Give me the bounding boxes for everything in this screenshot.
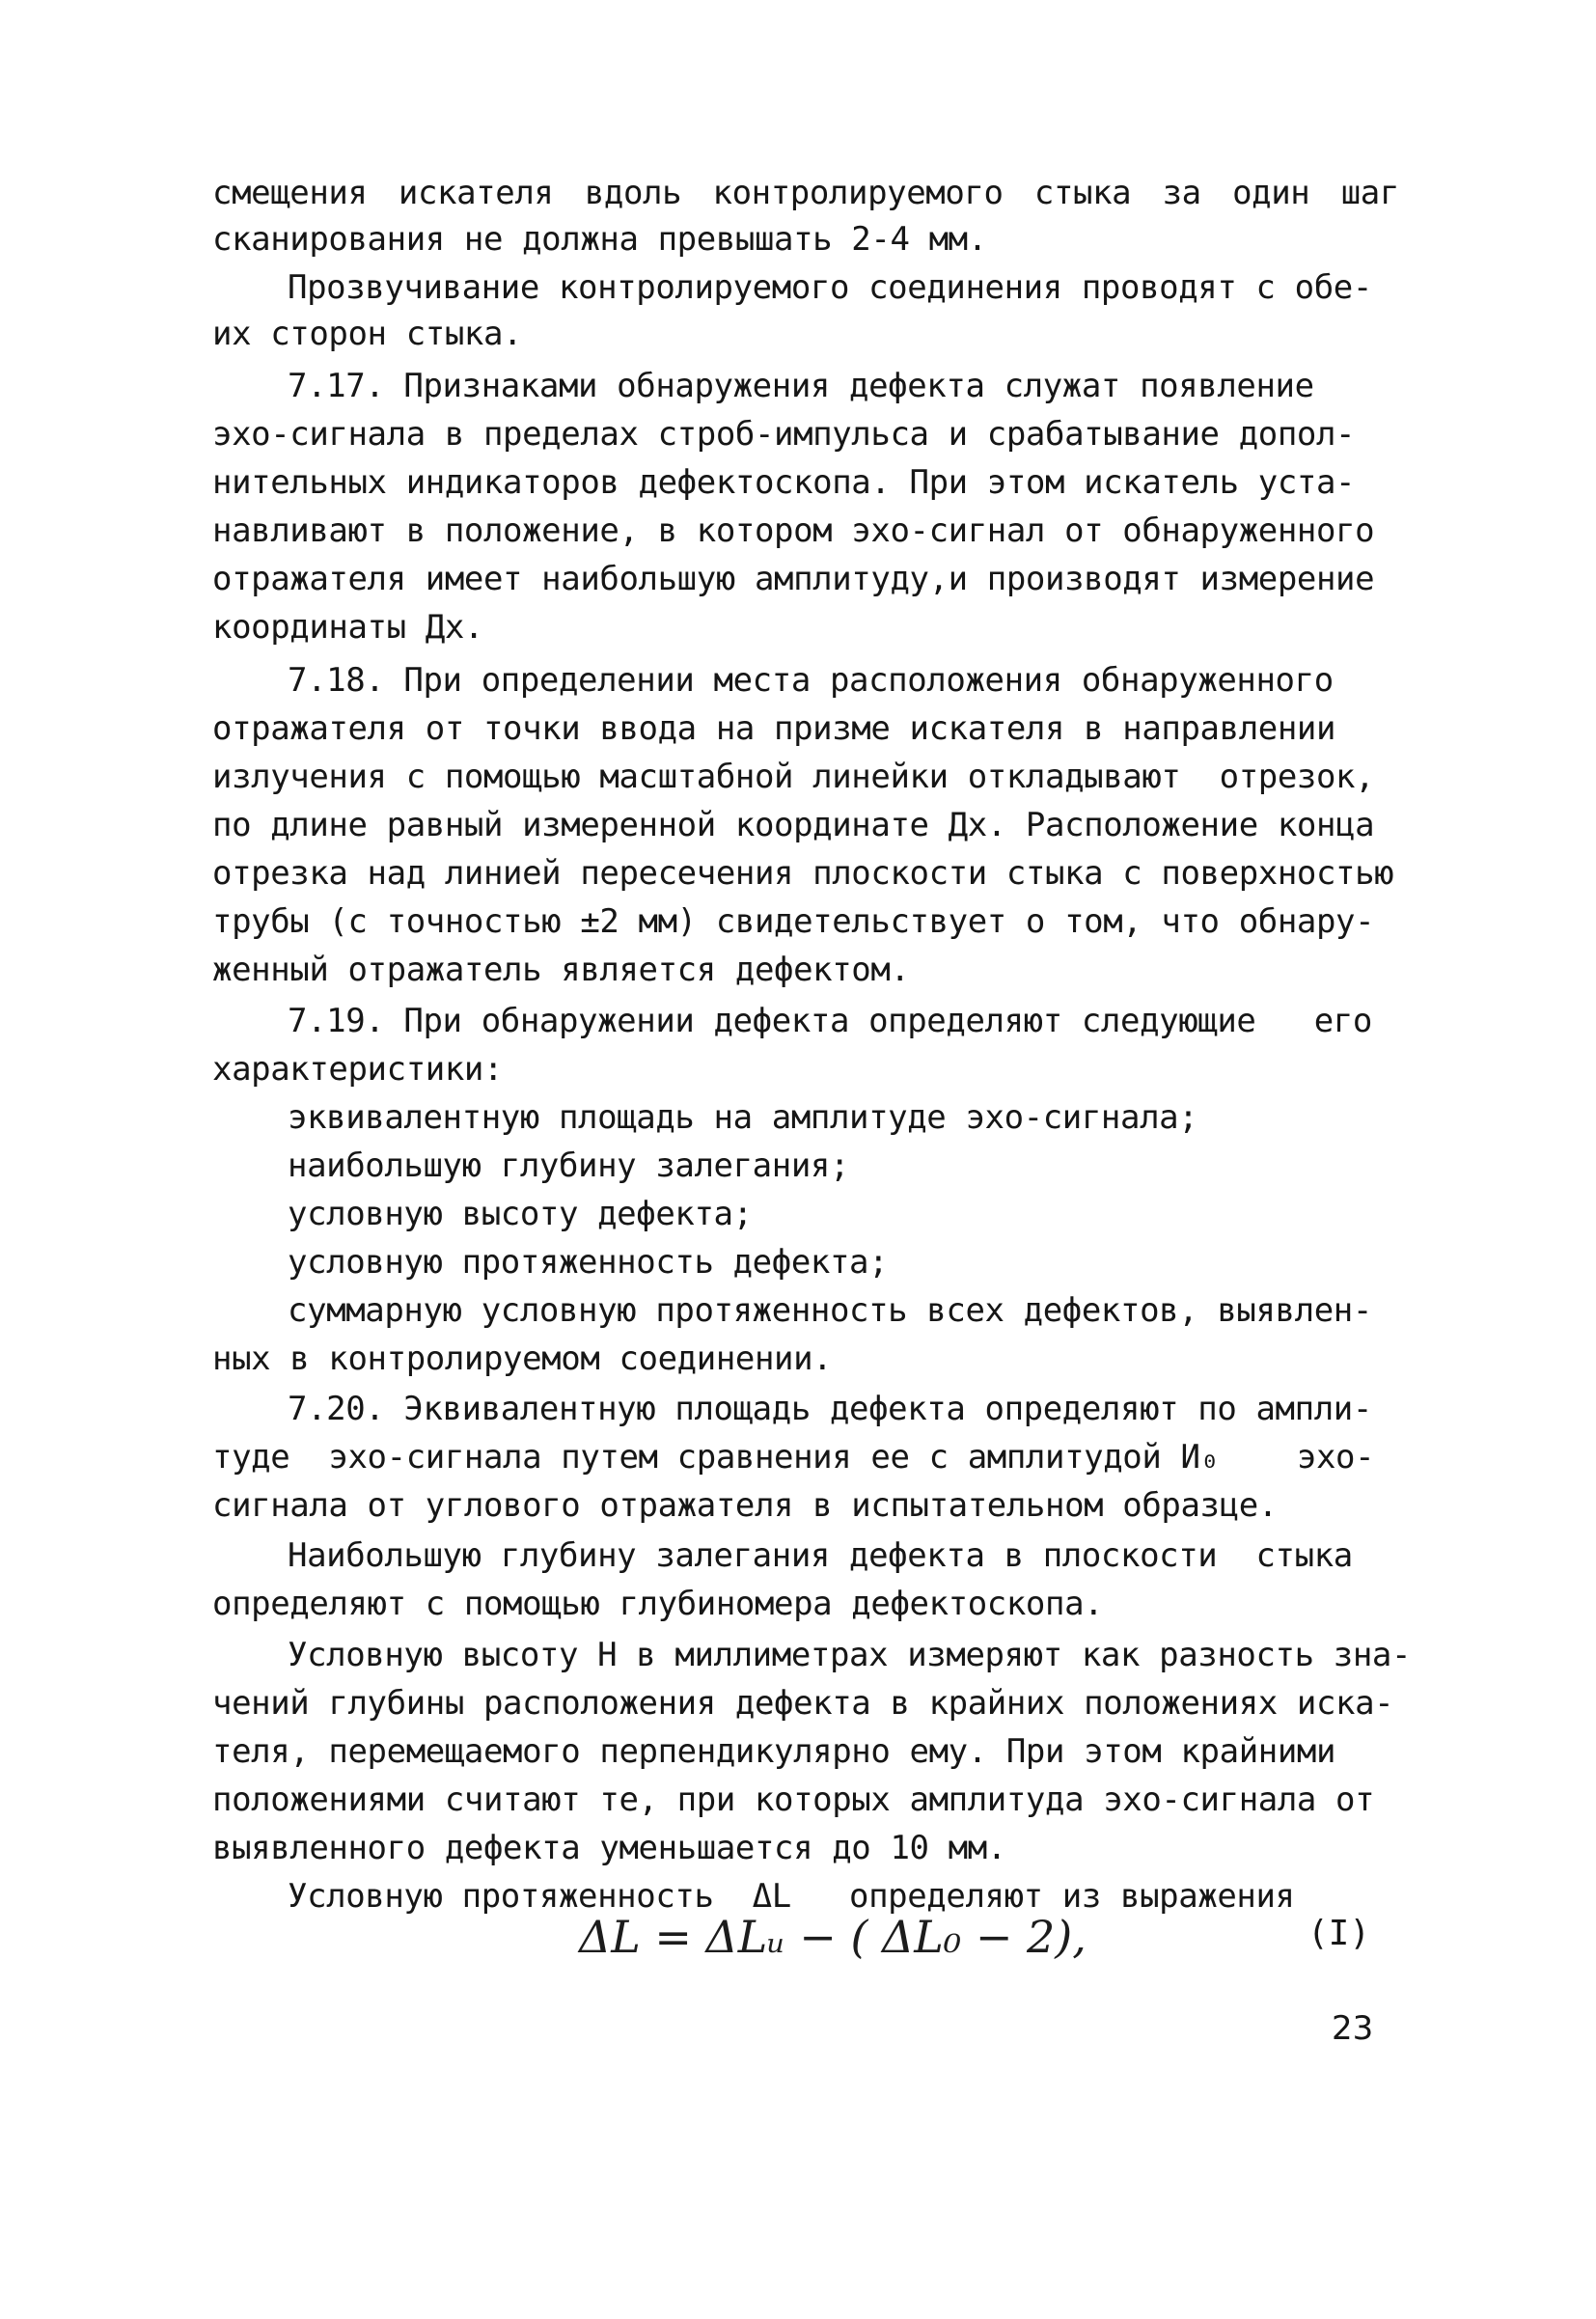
text-line: Прозвучивание контролируемого соединения проводят с обе-: [288, 268, 1372, 307]
text-line: сигнала от углового отражателя в испытательном образце.: [212, 1486, 1278, 1525]
text-line: отражателя имеет наибольшую амплитуду,и производят измерение: [212, 560, 1375, 598]
text-line: Условную высоту Н в миллиметрах измеряют как разность зна-: [288, 1636, 1412, 1674]
text-line: 7.19. При обнаружении дефекта определяют следующие его: [288, 1002, 1372, 1040]
word: вдоль: [584, 174, 682, 212]
text-line: выявленного дефекта уменьшается до 10 мм.: [212, 1829, 1006, 1867]
page-number: 23: [1332, 2009, 1374, 2048]
text-line: излучения с помощью масштабной линейки откладывают отрезок,: [212, 758, 1375, 796]
list-item: суммарную условную протяженность всех дефектов, выявлен-: [288, 1291, 1372, 1330]
text-line: [212, 174, 1399, 212]
list-item: условную высоту дефекта;: [288, 1195, 753, 1233]
text-line: определяют с помощью глубиномера дефектоскопа.: [212, 1585, 1104, 1623]
text-line: положениями считают те, при которых амплитуда эхо-сигнала от: [212, 1781, 1375, 1819]
text-line: их сторон стыка.: [212, 315, 523, 353]
text-line: по длине равный измеренной координате Дх. Расположение конца: [212, 806, 1375, 844]
text-line: ных в контролируемом соединении.: [212, 1339, 833, 1378]
word: контролируемого: [712, 174, 1004, 212]
text-line: координаты Дх.: [212, 608, 483, 647]
text-line: 7.20. Эквивалентную площадь дефекта определяют по ампли-: [288, 1390, 1372, 1428]
text-line: 7.17. Признаками обнаружения дефекта служат появление: [288, 367, 1314, 405]
text-line: теля, перемещаемого перпендикулярно ему. При этом крайними: [212, 1732, 1336, 1771]
formula: ΔL = ΔLᵤ − ( ΔL₀ − 2),: [579, 1911, 1087, 1963]
word: один: [1232, 174, 1310, 212]
formula-number: (I): [1307, 1914, 1371, 1953]
text-line: Условную протяженность ΔL определяют из выражения: [288, 1877, 1295, 1916]
word: стыка: [1033, 174, 1132, 212]
text-line: женный отражатель является дефектом.: [212, 951, 910, 989]
text-line: характеристики:: [212, 1050, 504, 1089]
word: шаг: [1340, 174, 1399, 212]
text-line: отрезка над линией пересечения плоскости стыка с поверхностью: [212, 854, 1394, 893]
list-item: условную протяженность дефекта;: [288, 1243, 889, 1282]
word: искателя: [398, 174, 554, 212]
list-item: эквивалентную площадь на амплитуде эхо-сигнала;: [288, 1098, 1198, 1137]
text-line: чений глубины расположения дефекта в крайних положениях иска-: [212, 1684, 1394, 1723]
text-line: Наибольшую глубину залегания дефекта в плоскости стыка: [288, 1536, 1353, 1575]
text-line: эхо-сигнала в пределах строб-импульса и срабатывание допол-: [212, 415, 1356, 454]
text-line: навливают в положение, в котором эхо-сигнал от обнаруженного: [212, 511, 1375, 550]
text-line: трубы (с точностью ±2 мм) свидетельствует о том, что обнару-: [212, 902, 1375, 941]
word: смещения: [212, 174, 368, 212]
text-line: 7.18. При определении места расположения обнаруженного: [288, 661, 1334, 700]
list-item: наибольшую глубину залегания;: [288, 1146, 850, 1185]
word: за: [1162, 174, 1201, 212]
text-line: сканирования не должна превышать 2-4 мм.: [212, 220, 987, 259]
text-line: туде эхо-сигнала путем сравнения ее с амплитудой И₀ эхо-: [212, 1438, 1375, 1477]
text-line: нительных индикаторов дефектоскопа. При этом искатель уста-: [212, 463, 1356, 502]
text-line: отражателя от точки ввода на призме искателя в направлении: [212, 709, 1336, 748]
